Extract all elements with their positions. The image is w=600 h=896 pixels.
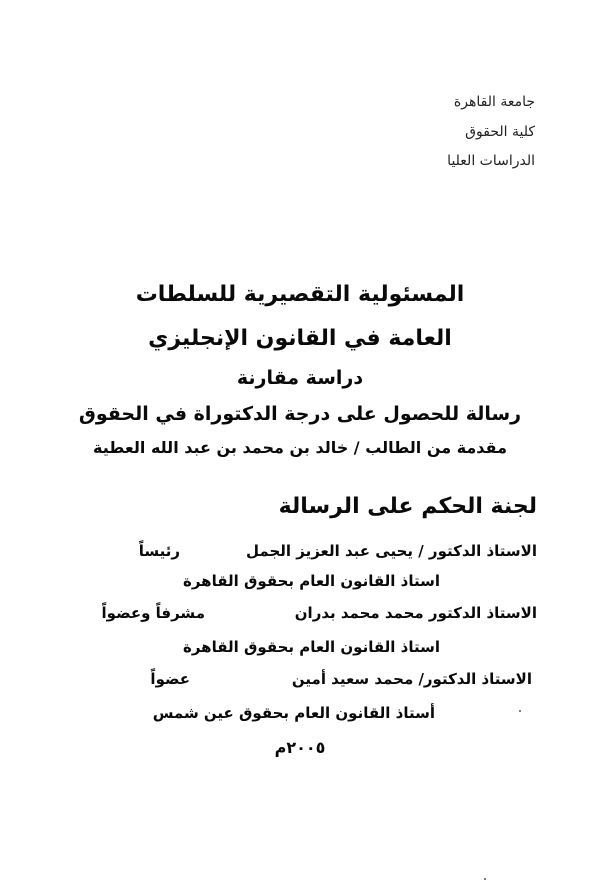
- thesis-title-line-1: المسئولية التقصيرية للسلطات: [135, 282, 465, 307]
- degree-purpose: رسالة للحصول على درجة الدكتوراة في الحقوق: [78, 403, 522, 425]
- committee-member-1-affiliation: استاذ القانون العام بحقوق القاهرة: [183, 572, 440, 590]
- university-name: جامعة القاهرة: [453, 94, 535, 110]
- committee-member-2-name: الاستاذ الدكتور محمد محمد بدران: [294, 604, 537, 622]
- thesis-year: ٢٠٠٥م: [274, 738, 326, 757]
- faculty-name: كلية الحقوق: [465, 124, 535, 140]
- scan-speck: [519, 710, 521, 712]
- thesis-title-line-2: العامة في القانون الإنجليزي: [148, 326, 452, 351]
- submitted-by: مقدمة من الطالب / خالد بن محمد بن عبد الله العطية: [93, 438, 507, 457]
- department-name: الدراسات العليا: [447, 153, 535, 169]
- committee-member-3-role: عضواً: [150, 670, 190, 688]
- committee-member-2-role: مشرفاً وعضواً: [101, 604, 205, 622]
- committee-member-1-role: رئيساً: [138, 542, 180, 560]
- study-type: دراسة مقارنة: [236, 367, 364, 389]
- scan-speck: [484, 878, 486, 880]
- committee-member-1-name: الاستاذ الدكتور / يحيى عبد العزيز الجمل: [246, 542, 537, 560]
- committee-heading: لجنة الحكم على الرسالة: [278, 494, 537, 519]
- committee-member-3-affiliation: أستاذ القانون العام بحقوق عين شمس: [152, 704, 435, 722]
- committee-member-2-affiliation: استاذ القانون العام بحقوق القاهرة: [183, 638, 440, 656]
- committee-member-3-name: الاستاذ الدكتور/ محمد سعيد أمين: [291, 670, 532, 688]
